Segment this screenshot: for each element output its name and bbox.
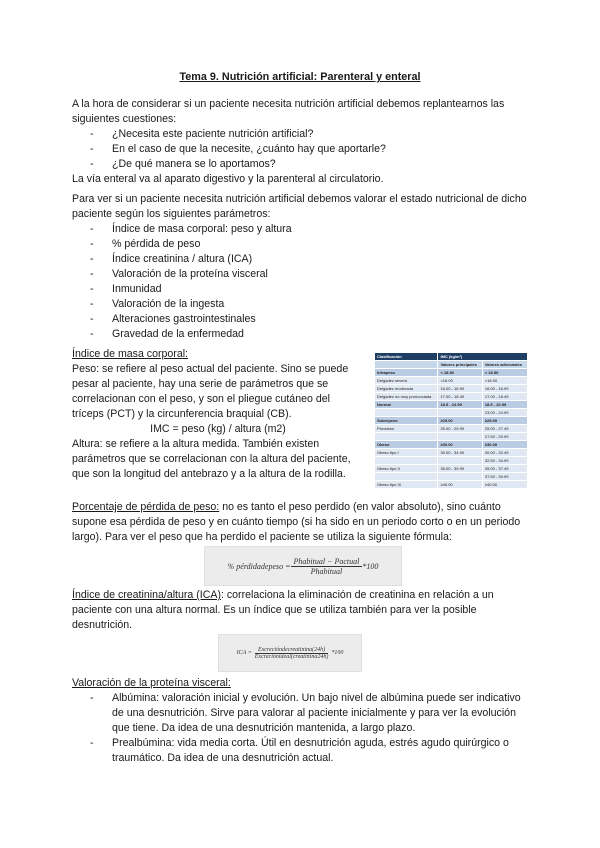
table-cell: 18.5 - 24.99: [438, 401, 482, 409]
perdida-heading: Porcentaje de pérdida de peso:: [72, 501, 220, 513]
table-cell: ≥25.00: [482, 417, 527, 425]
table-row: [375, 385, 528, 393]
table-header: Clasificación: [375, 353, 438, 361]
table-cell: ≥30.00: [438, 441, 482, 449]
table-cell: 27.50 - 29.99: [482, 433, 527, 441]
formula-lhs: ICA =: [236, 650, 252, 656]
table-cell: Valores principales: [438, 361, 482, 369]
table-cell: 37.50 - 39.99: [482, 473, 527, 481]
list-item: - Valoración de la ingesta: [72, 297, 528, 312]
list-item: - En el caso de que la necesite, ¿cuánto hay que aportarle?: [72, 142, 528, 157]
table-row: [375, 441, 528, 449]
intro-text: A la hora de considerar si un paciente necesita nutrición artificial debemos replantearnos las siguientes cuestiones:: [72, 98, 505, 125]
table-row: [375, 465, 528, 473]
table-cell: [375, 361, 438, 369]
formula-tail: *100: [331, 650, 344, 656]
perdida-section: [72, 500, 528, 545]
table-cell: Preobeso: [375, 425, 438, 433]
table-cell: [375, 457, 438, 465]
list-item: - Índice creatinina / altura (ICA): [72, 252, 528, 267]
table-cell: 16.00 - 16.99: [482, 385, 527, 393]
imc-formula: IMC = peso (kg) / altura (m2): [150, 423, 286, 435]
table-cell: 16.00 - 16.99: [438, 385, 482, 393]
table-cell: 32.50 - 34.99: [482, 457, 527, 465]
params-section: [72, 192, 528, 342]
table-row: [375, 425, 528, 433]
table-row: [375, 393, 528, 401]
table-cell: <16.00: [438, 377, 482, 385]
proteina-list: [72, 691, 528, 766]
perdida-text: no es tanto el peso perdido (en valor absoluto), sino cuánto supone esa pérdida de peso y en cuánto tiempo (si ha sido en un periodo corto o en un periodo largo). Para ver el peso que ha perdido el paciente se utiliza la siguiente fórmula:: [72, 501, 521, 543]
table-row: [375, 409, 528, 417]
list-item: - Valoración de la proteína visceral: [72, 267, 528, 282]
table-cell: [375, 473, 438, 481]
table-row: [375, 457, 528, 465]
formula-numerator: Excrecióndecreatinina(24h): [255, 647, 328, 654]
imc-heading: Índice de masa corporal:: [72, 348, 189, 360]
table-cell: [438, 457, 482, 465]
table-cell: Obeso: [375, 441, 438, 449]
formula-fraction: [252, 647, 332, 660]
table-row: [375, 449, 528, 457]
formula-denominator: Excreciónideal(creatinina24h): [254, 653, 329, 660]
table-cell: [438, 409, 482, 417]
list-item: - Gravedad de la enfermedad: [72, 327, 528, 342]
table-row: [375, 401, 528, 409]
table-cell: 23.00 - 24.99: [482, 409, 527, 417]
proteina-heading: Valoración de la proteína visceral:: [72, 677, 231, 689]
imc-altura-text: Altura: se refiere a la altura medida. También existen parámetros que se correlacionan con la altura del paciente, que son la longitud del antebrazo y a la altura de la rodilla.: [72, 438, 351, 480]
table-cell: 17.00 - 18.49: [438, 393, 482, 401]
table-cell: 18.5 - 22.99: [482, 401, 527, 409]
ica-heading: Índice de creatinina/altura (ICA): [72, 589, 221, 601]
table-cell: Delgadez moderada: [375, 385, 438, 393]
list-item: - ¿Necesita este paciente nutrición artificial?: [72, 127, 528, 142]
table-header: IMC (kg/m²): [438, 353, 528, 361]
table-cell: ≥40.00: [482, 481, 527, 489]
table-cell: Sobrepeso: [375, 417, 438, 425]
intro-section: [72, 97, 528, 187]
table-cell: [375, 409, 438, 417]
table-cell: < 18.50: [482, 369, 527, 377]
table-cell: Obeso tipo III: [375, 481, 438, 489]
table-row: [375, 369, 528, 377]
ica-formula: [218, 634, 362, 672]
ica-section: [72, 588, 528, 633]
list-item: - Índice de masa corporal: peso y altura: [72, 222, 528, 237]
table-cell: Valores adicionales: [482, 361, 527, 369]
table-cell: Infrapeso: [375, 369, 438, 377]
table-cell: 25.00 - 29.99: [438, 425, 482, 433]
proteina-section: [72, 676, 528, 766]
list-item: - ¿De qué manera se lo aportamos?: [72, 157, 528, 172]
page-title: Tema 9. Nutrición artificial: Parenteral y enteral: [179, 71, 421, 83]
intro-closing: La vía enteral va al aparato digestivo y la parenteral al circulatorio.: [72, 173, 384, 185]
params-list: [72, 222, 528, 342]
list-item: - Inmunidad: [72, 282, 528, 297]
table-cell: ≥25.00: [438, 417, 482, 425]
table-cell: ≥40.00: [438, 481, 482, 489]
table-cell: <16.00: [482, 377, 527, 385]
list-item: - % pérdida de peso: [72, 237, 528, 252]
table-cell: < 18.50: [438, 369, 482, 377]
table-row: [375, 433, 528, 441]
table-cell: Delgadez severa: [375, 377, 438, 385]
params-text: Para ver si un paciente necesita nutrición artificial debemos valorar el estado nutricional de dicho paciente según los siguientes parámetros:: [72, 193, 527, 220]
table-cell: 30.00 - 32.49: [482, 449, 527, 457]
list-item: - Albúmina: valoración inicial y evolución. Un bajo nivel de albúmina puede ser indicativo de una desnutrición. Sirve para valorar al paciente inicialmente y para ver la evolución que tiene. Da idea de una desnutrición mantenida, a largo plazo.: [72, 691, 528, 736]
formula-fraction: [291, 557, 363, 576]
imc-section: [72, 347, 364, 482]
table-cell: Obeso tipo I: [375, 449, 438, 457]
table-cell: 35.00 - 37.49: [482, 465, 527, 473]
question-list: [72, 127, 528, 172]
table-cell: Obeso tipo II: [375, 465, 438, 473]
imc-table: [374, 352, 528, 489]
table-row: [375, 481, 528, 489]
imc-peso-text: Peso: se refiere al peso actual del paciente. Sino se puede pesar al paciente, hay una serie de parámetros que se correlacionan con el peso, y son el pliegue cutáneo del tríceps (PCT) y la circunferencia braquial (CB).: [72, 363, 349, 420]
ica-text: : correlaciona la eliminación de creatinina en relación a un paciente con una altura normal. Es un índice que se utiliza también para ver la posible desnutrición.: [72, 589, 494, 631]
table-cell: [375, 433, 438, 441]
table-cell: 35.00 - 39.99: [438, 465, 482, 473]
formula-lhs: % pérdidadepeso =: [227, 561, 291, 571]
formula-tail: *100: [362, 561, 379, 571]
table-cell: Normal: [375, 401, 438, 409]
list-item: - Alteraciones gastrointestinales: [72, 312, 528, 327]
formula-denominator: Phabitual: [310, 566, 343, 576]
table-cell: [438, 473, 482, 481]
formula-numerator: Phabitual − Pactual: [291, 557, 363, 567]
table-cell: Delgadez no muy pronunciada: [375, 393, 438, 401]
table-cell: [438, 433, 482, 441]
table-row: [375, 417, 528, 425]
perdida-formula: [204, 546, 402, 586]
table-row: [375, 473, 528, 481]
table-cell: 25.00 - 27.49: [482, 425, 527, 433]
list-item: - Prealbúmina: vida media corta. Útil en desnutrición aguda, estrés agudo quirúrgico o traumático. Da idea de una desnutrición actual.: [72, 736, 528, 766]
table-row: [375, 377, 528, 385]
table-cell: ≥30.00: [482, 441, 527, 449]
table-cell: 17.00 - 18.49: [482, 393, 527, 401]
table-cell: 30.00 - 34.99: [438, 449, 482, 457]
